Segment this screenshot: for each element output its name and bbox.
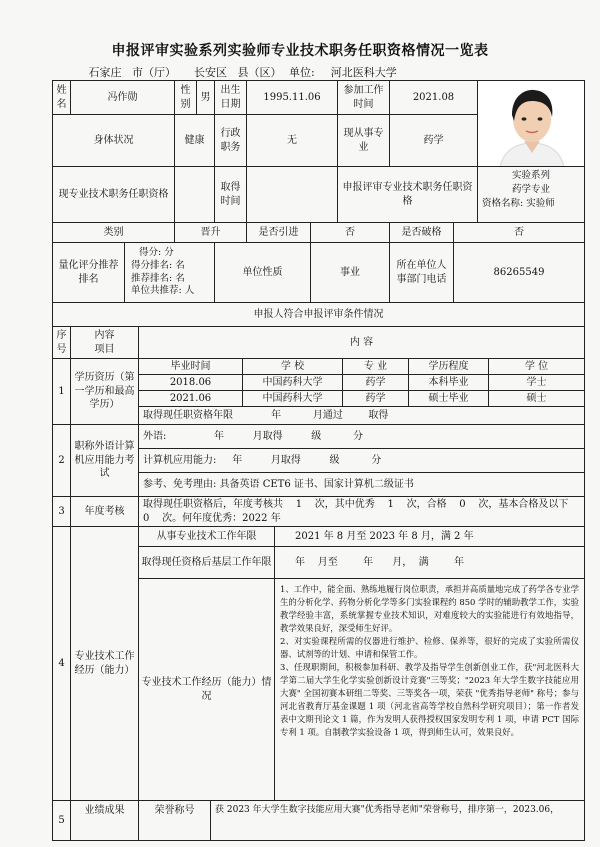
work-exp-item-3: 3、任现职期间，积极参加科研、教学及指导学生创新创业工作，获"河北医科大学第二届大学生化学实验创新设计竞赛"三等奖；"2023 年大学生数字技能应用大赛" 全国初赛本研组二等奖、三等奖各一项，荣获 "优秀指导老师" 称号；参与河北省教育厅基金课题 1 项（河北省高等学校自然科学研究项目）；第一作者发表中文期刊论文 1 篇，作为发明人获得授权国家发明专利 1 项，申请 PCT 国际专利 1 项。自制教学实验设备 1 项，得到师生认可，效果良好。 <box>280 662 579 738</box>
apply-label: 申报评审专业技术职务任职资格 <box>337 166 477 222</box>
col-no: 序号 <box>52 326 70 358</box>
conditions-title: 申报人符合申报评审条件情况 <box>52 302 584 326</box>
apply-line-1: 实验系列 <box>511 170 550 181</box>
major-value: 药学 <box>389 114 477 166</box>
gender-value: 男 <box>196 80 214 114</box>
unit-nature-label: 单位性质 <box>214 242 310 302</box>
work-no: 4 <box>52 526 70 800</box>
edu-row-2-level: 硕士毕业 <box>408 390 488 406</box>
work-label: 专业技术工作经历（能力） <box>70 526 138 800</box>
county-value: 长安区 <box>184 64 238 81</box>
score-line: 得分: 分 <box>139 246 174 258</box>
city-value: 石家庄 <box>78 64 132 81</box>
county-suffix: 县（区） <box>237 66 282 79</box>
birth-label: 出生日期 <box>214 80 246 114</box>
work-exp-item-2: 2、对实验课程所需的仪器进行维护、检修、保养等，很好的完成了实验所需仪器、试剂等的计划、申请和保管工作。 <box>280 636 579 660</box>
lang-exempt: 参考、免考理由: 具备英语 CET6 证书、国家计算机二级证书 <box>138 472 584 496</box>
edu-header-degree: 学 位 <box>488 358 584 374</box>
edu-row-1-level: 本科毕业 <box>408 374 488 390</box>
page-title: 申报评审实验系列实验师专业技术职务任职资格情况一览表 <box>111 43 489 59</box>
achieve-honor-label: 荣誉称号 <box>138 800 210 840</box>
work-start-label: 参加工作时间 <box>337 80 389 114</box>
edu-label: 学历资历（第一学历和最高学历） <box>70 358 138 424</box>
work-start-value: 2021.08 <box>389 80 477 114</box>
achieve-no: 5 <box>52 800 70 840</box>
intro-label: 是否引进 <box>246 222 310 242</box>
edu-row-1-school: 中国药科大学 <box>242 374 342 390</box>
apply-value <box>477 166 584 222</box>
major-label: 现从事专业 <box>337 114 389 166</box>
name-label: 姓名 <box>52 80 70 114</box>
work-exp-item-1: 1、工作中，能全面、熟练地履行岗位职责，承担并高质量地完成了药学各专业学生的分析化学、药物分析化学等多门实验课程约 850 学时的辅助教学工作，实验教学经验丰富，系统掌握专业技术知识，对难度较大的实验能进行有效地指导，教学效果良好，深受师生好评。 <box>280 584 579 634</box>
hr-phone-value: 86265549 <box>453 242 584 302</box>
unit-label: 单位: <box>289 66 315 79</box>
work-exp-content <box>274 578 584 800</box>
name-value: 冯作勋 <box>70 80 174 114</box>
city-suffix: 市（厅） <box>132 66 176 79</box>
cur-title-value <box>174 166 214 222</box>
rank-details <box>124 242 214 302</box>
work-years-label: 从事专业技术工作年限 <box>138 526 274 546</box>
edu-cur-qual: 取得现任职资格年限 年 月通过 取得 <box>138 406 584 424</box>
edu-no: 1 <box>52 358 70 424</box>
annual-no: 3 <box>52 496 70 526</box>
lang-foreign: 外语: 年 月取得 级 分 <box>138 424 584 448</box>
portrait-icon <box>478 81 584 166</box>
lang-label: 职称外语计算机应用能力考试 <box>70 424 138 496</box>
edu-row-1-time: 2018.06 <box>138 374 242 390</box>
obtain-value <box>246 166 337 222</box>
edu-row-1-major: 药学 <box>342 374 408 390</box>
edu-header-school: 学 校 <box>242 358 342 374</box>
achieve-honor-value: 获 2023 年大学生数字技能应用大赛"优秀指导老师"荣誉称号，排序第一，2023.06， <box>210 800 584 840</box>
recommenders-line: 单位共推荐: 人 <box>131 285 195 297</box>
apply-line-3: 资格名称: 实验师 <box>482 197 555 209</box>
annual-label: 年度考核 <box>70 496 138 526</box>
rank-label: 量化评分推荐排名 <box>52 242 124 302</box>
recommend-line: 推荐排名: 名 <box>131 272 185 284</box>
category-value: 晋升 <box>174 222 246 242</box>
edu-header-major: 专 业 <box>342 358 408 374</box>
edu-row-2-school: 中国药科大学 <box>242 390 342 406</box>
edu-row-2-major: 药学 <box>342 390 408 406</box>
col-item: 内容 项目 <box>70 326 138 358</box>
lang-computer: 计算机应用能力: 年 月取得 级 分 <box>138 448 584 472</box>
work-years-value: 2021 年 8 月至 2023 年 8 月，满 2 年 <box>274 526 584 546</box>
unit-value: 河北医科大学 <box>319 64 409 81</box>
health-value: 健康 <box>174 114 214 166</box>
location-line <box>78 64 409 81</box>
intro-value: 否 <box>310 222 389 242</box>
edu-row-2-degree: 硕士 <box>488 390 584 406</box>
work-base-label: 取得现任资格后基层工作年限 <box>138 546 274 578</box>
form-table <box>52 80 585 841</box>
work-exp-label: 专业技术工作经历（能力）情况 <box>138 578 274 800</box>
applicant-photo <box>477 80 584 166</box>
cur-title-label: 现专业技术职务任职资格 <box>52 166 174 222</box>
achieve-label: 业绩成果 <box>70 800 138 840</box>
exception-label: 是否破格 <box>389 222 453 242</box>
annual-text: 取得现任职资格后，年度考核共 1 次，其中优秀 1 次，合格 0 次，基本合格及以下 0 次。何年度优秀：2022 年 <box>138 496 584 526</box>
birth-value: 1995.11.06 <box>246 80 337 114</box>
admin-value: 无 <box>246 114 337 166</box>
lang-no: 2 <box>52 424 70 496</box>
edu-header-level: 学历程度 <box>408 358 488 374</box>
obtain-label: 取得时间 <box>214 166 246 222</box>
unit-nature-value: 事业 <box>310 242 389 302</box>
unit-rank-line: 得分排名: 名 <box>131 259 185 271</box>
edu-row-2-time: 2021.06 <box>138 390 242 406</box>
col-content: 内 容 <box>138 326 584 358</box>
edu-row-1-degree: 学士 <box>488 374 584 390</box>
health-label: 身体状况 <box>52 114 174 166</box>
edu-header-time: 毕业时间 <box>138 358 242 374</box>
apply-line-2: 药学专业 <box>511 183 550 195</box>
category-label: 类别 <box>52 222 174 242</box>
exception-value: 否 <box>453 222 584 242</box>
admin-label: 行政职务 <box>214 114 246 166</box>
hr-phone-label: 所在单位人事部门电话 <box>389 242 453 302</box>
work-base-value: 年 月至 年 月， 满 年 <box>274 546 584 578</box>
gender-label: 性别 <box>174 80 196 114</box>
